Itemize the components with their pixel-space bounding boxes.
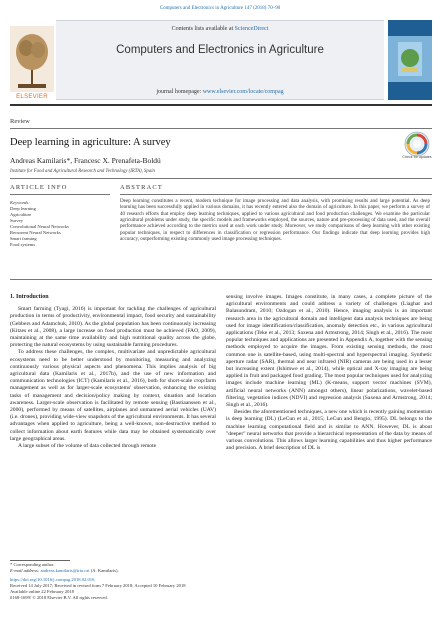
homepage-link[interactable]: www.elsevier.com/locate/compag bbox=[202, 89, 284, 95]
keyword-item: Smart farming bbox=[10, 236, 37, 241]
body-paragraph: Smart farming (Tyagi, 2016) is important for tackling the challenges of agricultural production in terms of productivity, environmental impact, food security and sustainability (Gebbers and Adamchuk, 2010). As the global population has been continuously increasing (Kitzes et al., 2008), a large increase on food production must be achieved (FAO, 2009), maintaining at the same time availability and high nutritional quality across the globe, protecting the natural ecosystems by using sustainable farming procedures. bbox=[10, 306, 216, 349]
received-dates: Received 14 July 2017; Received in revised form 7 February 2018; Accepted 10 February 2018 bbox=[10, 583, 186, 588]
section-heading: 1. Introduction bbox=[10, 294, 49, 300]
body-paragraph: sensing involve images. Images constitute, in many cases, a complete picture of the agricultural environments and could address a variety of challenges (Liaghat and Balasundram, 2010; Ozdogan et al., 2010). Hence, imaging analysis is an important research area in the agricultural domain and intelligent data analysis techniques are being used for image identification/classification, anomaly detection etc., in various agricultural applications (Teke et al., 2013; Saxena and Armstrong, 2014; Singh et al., 2016). The most popular techniques and applications are presented in Appendix A, together with the sensing methods employed to acquire the images. From existing sensing methods, the most common one is satellite-based, using multi-spectral and hyperspectral imaging. Synthetic aperture radar (SAR), thermal and near infrared (NIR) cameras are being used in a lesser but increasing extent (Ishimwe et al., 2014), while optical and X-ray imaging are being applied in fruit and packaged food grading. The most popular techniques used for analyzing images include machine learning (ML) (K-means, support vector machines (SVM), artificial neural networks (ANN) amongst others), linear polarizations, wavelet-based filtering, vegetation indices (NDVI) and regression analysis (Saxena and Armstrong, 2014; Singh et al., 2016). bbox=[226, 294, 432, 409]
divider bbox=[10, 194, 110, 195]
footnote-block bbox=[10, 562, 210, 601]
check-for-updates-label[interactable]: Check for updates bbox=[402, 155, 432, 159]
homepage-line bbox=[56, 89, 384, 95]
doi-link[interactable]: https://doi.org/10.1016/j.compag.2018.02.016 bbox=[10, 577, 95, 582]
keyword-list bbox=[10, 206, 69, 248]
body-paragraph: Besides the aforementioned techniques, a new one which is recently gaining momentum is deep learning (DL) (LeCun et al., 2015; LeCun and Bengio, 1995). DL belongs to the machine learning computational field and is similar to ANN. However, DL is about "deeper" neural networks that provide a hierarchical representation of the data by means of various convolutions. This allows larger learning capabilities and thus higher performance and precision. A brief description of DL is bbox=[226, 409, 432, 452]
body-paragraph: A large subset of the volume of data collected through remote bbox=[18, 443, 157, 450]
footnote-rule bbox=[10, 560, 70, 561]
author-list[interactable]: Andreas Kamilaris*, Francesc X. Prenafeta-Boldú bbox=[10, 156, 161, 165]
journal-title[interactable]: Computers and Electronics in Agriculture bbox=[116, 44, 324, 56]
keyword-item: Agriculture bbox=[10, 212, 32, 217]
body-column-left bbox=[10, 294, 216, 450]
article-info-heading: ARTICLE INFO bbox=[10, 184, 68, 191]
divider bbox=[10, 279, 432, 280]
keyword-item: Convolutional Neural Networks bbox=[10, 224, 69, 229]
email-link[interactable]: andreas.kamilaris@irta.cat bbox=[40, 568, 90, 573]
keyword-item: Deep learning bbox=[10, 206, 36, 211]
body-column-right bbox=[226, 294, 432, 452]
keyword-item: Recurrent Neural Networks bbox=[10, 230, 61, 235]
check-for-updates-icon[interactable] bbox=[404, 131, 430, 157]
divider bbox=[10, 178, 432, 179]
body-paragraph: To address these challenges, the complex, multivariate and unpredictable agricultural ecosystems need to be better understood by monitoring, measuring and analyzing continuously various physical aspects and phenomena. This implies analysis of big agricultural data (Kamilaris et al., 2017b), and the use of new information and communication technologies (ICT) (Kamilaris et al., 2016), both for short-scale crop/farm management as well as for larger-scale ecosystems' observation, enhancing the existing tasks of management and decision/policy making by context, situation and location awareness. Larger-scale observation is facilitated by remote sensing (Bastiaanssen et al., 2000), performed by means of satellites, airplanes and unmanned aerial vehicles (UAV) (i.e. drones), providing wide-view snapshots of the agricultural environments. It has several advantages when applied to agriculture, being a well-known, non-destructive method to collect information about earth features while data may be obtained systematically over large geographical areas. bbox=[10, 349, 216, 442]
article-type: Review bbox=[10, 118, 30, 125]
elsevier-tree-logo bbox=[10, 26, 54, 96]
keyword-item: Survey bbox=[10, 218, 24, 223]
masthead-banner bbox=[56, 20, 384, 100]
divider bbox=[120, 194, 432, 195]
abstract-heading: ABSTRACT bbox=[120, 184, 163, 191]
email-prefix: E-mail address: bbox=[10, 568, 41, 573]
sciencedirect-link[interactable]: ScienceDirect bbox=[234, 26, 269, 32]
corresponding-author-note: * Corresponding author. bbox=[10, 562, 55, 567]
affiliation: Institute for Food and Agricultural Research and Technology (IRTA), Spain bbox=[10, 169, 155, 174]
email-suffix: (A. Kamilaris). bbox=[89, 568, 119, 573]
contents-prefix: Contents lists available at bbox=[171, 26, 235, 32]
journal-cover-image[interactable] bbox=[388, 20, 432, 100]
copyright-notice: 0168-1699/ © 2018 Elsevier B.V. All rights reserved. bbox=[10, 595, 108, 600]
contents-line bbox=[56, 26, 384, 32]
paper-title: Deep learning in agriculture: A survey bbox=[10, 137, 171, 148]
abstract-text: Deep learning constitutes a recent, modern technique for image processing and data analysis, with promising results and large potential. As deep learning has been successfully applied in various domains, it has recently entered also the domain of agriculture. In this paper, we perform a survey of 40 research efforts that employ deep learning techniques, applied to various agricultural and food production challenges. We examine the particular agricultural problems under study, the specific models and frameworks employed, the sources, nature and pre-processing of data used, and the overall performance achieved according to the metrics used at each work under study. Moreover, we study comparisons of deep learning with other existing popular techniques, in respect to differences in classification or regression performance. Our findings indicate that deep learning provides high accuracy, outperforming existing commonly used image processing techniques. bbox=[120, 198, 430, 243]
header-rule bbox=[10, 104, 432, 106]
publisher-name: ELSEVIER bbox=[16, 94, 48, 100]
available-online: Available online 22 February 2018 bbox=[10, 589, 74, 594]
keywords-label: Keywords: bbox=[10, 200, 30, 205]
keyword-item: Food systems bbox=[10, 242, 36, 247]
journal-reference: Computers and Electronics in Agriculture 147 (2018) 70–90 bbox=[159, 6, 281, 11]
homepage-prefix: journal homepage: bbox=[156, 89, 203, 95]
divider bbox=[10, 128, 432, 129]
